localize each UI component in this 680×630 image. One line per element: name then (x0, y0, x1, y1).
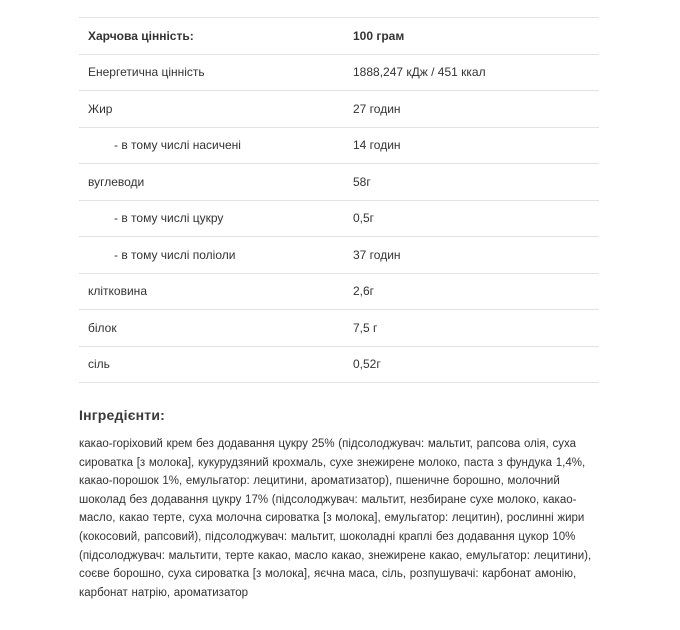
nutrition-row-value: 1888,247 кДж / 451 ккал (353, 54, 599, 91)
nutrition-header-amount: 100 грам (353, 18, 599, 55)
nutrition-row-saturated-fat (79, 127, 599, 164)
ingredients-text: какао-горіховий крем без додавання цукру 25% (підсолоджувач: мальтит, рапсова олія, суха сироватка [з молока], кукурудзяний крохмаль, сухе знежирене молоко, паста з фундука 1,4%, какао-порошок 1%, емульгатор: лецитини, ароматизатор), пшеничне борошно, молочний шоколад без додавання цукру 17% (підсолоджувач: мальтит, незбиране сухе молоко, какао-масло, какао терте, суха молочна сироватка [з молока], емульгатор: лецитин), рослинні жири (кокосовий, рапсовий), підсолоджувач: мальтит, шоколадні краплі без додавання цукор 10% (підсолоджувач: мальтити, терте какао, масло какао, знежирене какао, емульгатор: лецитини), соєве борошно, суха сироватка [з молока], яєчна маса, сіль, розпушувачі: карбонат амонію, карбонат натрію, ароматизатор (79, 438, 592, 599)
nutrition-row-label: - в тому числі насичені (79, 127, 353, 164)
nutrition-row-value: 14 годин (353, 127, 599, 164)
nutrition-row-value: 2,6г (353, 273, 599, 310)
nutrition-row-polyols (79, 237, 599, 274)
nutrition-row-sugars (79, 200, 599, 237)
nutrition-row-value: 37 годин (353, 237, 599, 274)
nutrition-header-label: Харчова цінність: (79, 18, 353, 55)
nutrition-row-fiber (79, 273, 599, 310)
nutrition-row-protein (79, 310, 599, 347)
nutrition-row-value: 27 годин (353, 91, 599, 128)
nutrition-row-value: 7,5 г (353, 310, 599, 347)
nutrition-row-label: Енергетична цінність (79, 54, 353, 91)
nutrition-row-fat (79, 91, 599, 128)
nutrition-row-salt (79, 346, 599, 383)
nutrition-header-row (79, 18, 599, 55)
nutrition-table (79, 17, 599, 383)
ingredients-title: Інгредієнти: (79, 407, 166, 423)
nutrition-row-label: вуглеводи (79, 164, 353, 201)
nutrition-row-energy (79, 54, 599, 91)
nutrition-row-label: - в тому числі поліоли (79, 237, 353, 274)
nutrition-row-label: сіль (79, 346, 353, 383)
nutrition-row-value: 0,5г (353, 200, 599, 237)
nutrition-row-label: Жир (79, 91, 353, 128)
nutrition-row-carbohydrates (79, 164, 599, 201)
nutrition-row-label: білок (79, 310, 353, 347)
nutrition-row-label: клітковина (79, 273, 353, 310)
nutrition-row-value: 58г (353, 164, 599, 201)
nutrition-row-value: 0,52г (353, 346, 599, 383)
nutrition-row-label: - в тому числі цукру (79, 200, 353, 237)
